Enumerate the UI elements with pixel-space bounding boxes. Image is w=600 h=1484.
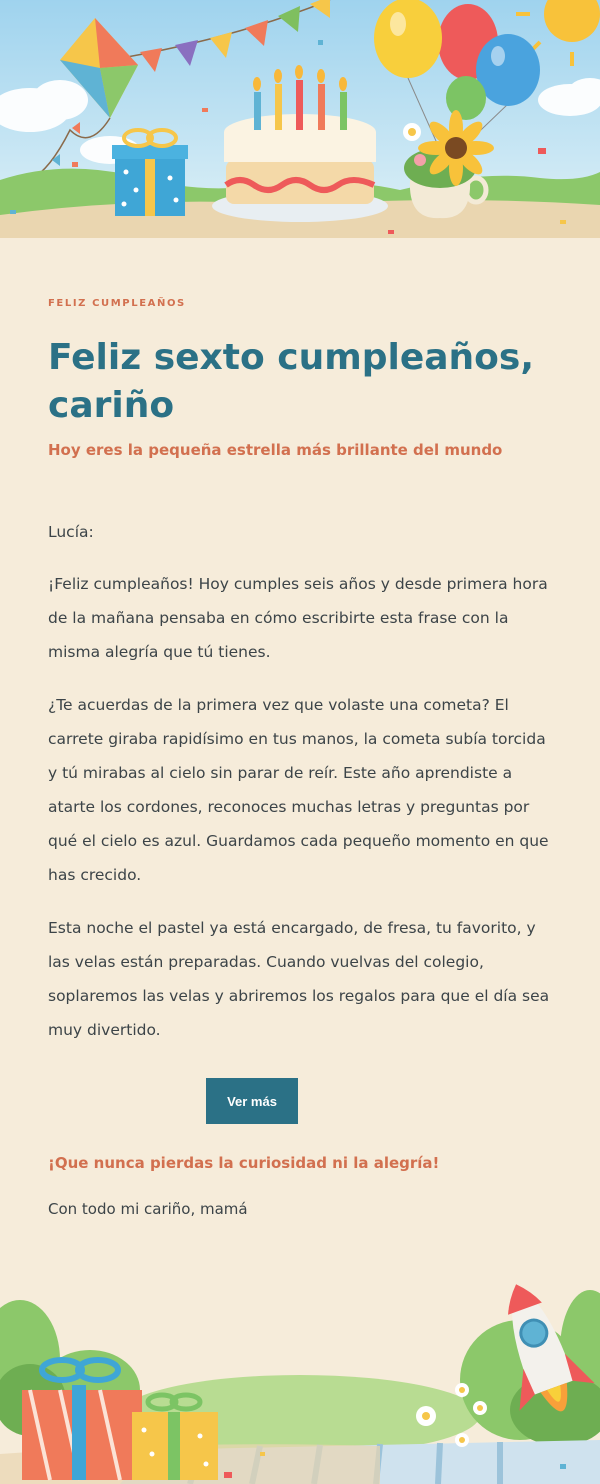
eyebrow-label: FELIZ CUMPLEAÑOS	[48, 298, 186, 309]
greeting: Lucía:	[48, 523, 94, 541]
wish-line: ¡Que nunca pierdas la curiosidad ni la alegría!	[48, 1154, 440, 1172]
footer-illustration	[0, 1240, 600, 1484]
subtitle: Hoy eres la pequeña estrella más brillante del mundo	[48, 441, 503, 459]
letter-body	[48, 515, 558, 1066]
see-more-button[interactable]: Ver más	[206, 1078, 298, 1124]
signature: Con todo mi cariño, mamá	[48, 1200, 248, 1218]
paragraph: ¡Feliz cumpleaños! Hoy cumples seis años y desde primera hora de la mañana pensaba en cómo escribirte esta frase con la misma alegría que tú tienes.	[48, 575, 548, 661]
paragraph: Esta noche el pastel ya está encargado, de fresa, tu favorito, y las velas están preparadas. Cuando vuelvas del colegio, soplaremos las velas y abriremos los regalos para que el día sea muy divertido.	[48, 919, 550, 1039]
header-illustration	[0, 0, 600, 250]
page-title: Feliz sexto cumpleaños, cariño	[48, 337, 535, 426]
paragraph: ¿Te acuerdas de la primera vez que volaste una cometa? El carrete giraba rapidísimo en tus manos, la cometa subía torcida y tú mirabas al cielo sin parar de reír. Este año aprendiste a atarte los cordones, reconoces muchas letras y preguntas por qué el cielo es azul. Guardamos cada pequeño momento en que has crecido.	[48, 696, 549, 884]
